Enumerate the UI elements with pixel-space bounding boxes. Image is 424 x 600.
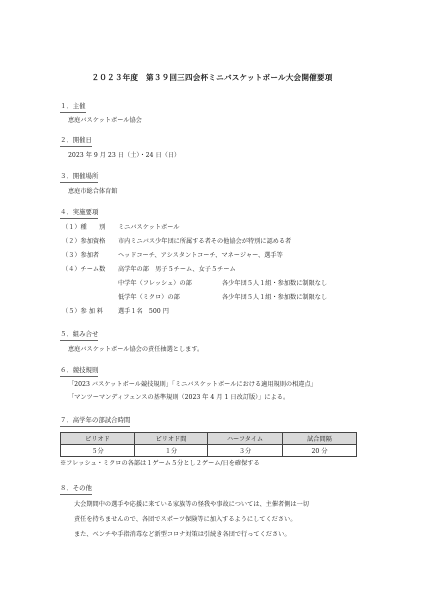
guideline-value: 各少年団５人１組・参加数に制限なし [222, 294, 328, 301]
document-title: ２０２３年度 第３９回三四会杯ミニバスケットボール大会開催要項 [91, 73, 333, 82]
matchups-text: 恵庭バスケットボール協会の責任抽選とします。 [68, 346, 204, 353]
guideline-row-fee [62, 307, 169, 316]
guideline-value: ヘッドコーチ、アシスタントコーチ、マネージャー、選手等 [118, 252, 283, 259]
organizer-text: 恵庭バスケットボール協会 [68, 117, 142, 124]
guideline-row-eligibility [62, 237, 292, 246]
section-heading-matchups: ５．組み合せ [60, 330, 98, 341]
guideline-row-fresh [118, 279, 328, 288]
guideline-label: （５）参 加 料 [62, 308, 104, 315]
rules-line-1: 「2023 バスケットボール競技規則」「ミニバスケットボールにおける適用規則の相違点」 [68, 381, 317, 388]
section-heading-game-time: ７．高学年の部試合時間 [60, 416, 130, 427]
guideline-row-participants [62, 251, 283, 260]
table-cell: ３分 [208, 445, 283, 457]
table-header-cell: 試合間隔 [283, 433, 357, 445]
section-heading-venue: ３．開催場所 [60, 172, 98, 183]
guideline-row-micro [118, 293, 328, 302]
section-heading-guidelines: ４．実施要項 [60, 208, 98, 219]
table-cell: ５分 [61, 445, 135, 457]
guideline-value: 選手１名 500 円 [118, 308, 169, 315]
guideline-label: （３）参加者 [62, 252, 100, 259]
section-heading-organizer: １．主催 [60, 102, 86, 113]
other-line-1: 大会期間中の選手や応援に来ている家族等の怪我や事故については、主催者側は一切 [74, 501, 309, 508]
guideline-label: （４）チーム数 [62, 266, 106, 273]
table-cell: １分 [135, 445, 208, 457]
guideline-value: 市内ミニバス少年団に所属する者その他協会が特別に認める者 [118, 238, 292, 245]
guideline-label: （１）種 別 [62, 224, 106, 231]
rules-line-2: 「マンツーマンディフェンスの基準規則（2023 年 4 月 1 日改訂版）」による。 [68, 394, 290, 401]
table-cell: 20 分 [283, 445, 357, 457]
guideline-value: 高学年の部 男子５チーム、女子５チーム [118, 266, 236, 273]
guideline-label: （２）参加資格 [62, 238, 106, 245]
section-heading-other: ８．その他 [60, 484, 92, 495]
guideline-row-category [62, 223, 180, 232]
other-line-2: 責任を持ちませんので、各団でスポーツ保険等に加入するようにしてください。 [74, 516, 297, 523]
table-header-cell: ピリオド間 [135, 433, 208, 445]
table-header-cell: ピリオド [61, 433, 135, 445]
guideline-value: ミニバスケットボール [118, 224, 180, 231]
guideline-row-team-count [62, 265, 236, 274]
table-header-cell: ハーフタイム [208, 433, 283, 445]
guideline-label: 中学年（フレッシュ）の部 [118, 280, 192, 287]
date-text: 2023 年 9 月 23 日（土）・24 日（日） [68, 152, 181, 159]
guideline-value: 各少年団５人１組・参加数に制限なし [222, 280, 328, 287]
game-time-note: ※フレッシュ・ミクロの各部は１ゲーム５分とし２ゲーム/日を確保する [60, 460, 260, 467]
game-time-table [60, 432, 357, 457]
table-row [61, 445, 357, 457]
guideline-label: 低学年（ミクロ）の部 [118, 294, 180, 301]
other-line-3: また、ベンチや手指消毒など新型コロナ対策は引続き各団で行ってください。 [74, 531, 291, 538]
section-heading-rules: ６．競技規則 [60, 366, 98, 377]
section-heading-date: ２．開催日 [60, 136, 92, 147]
table-header-row [61, 433, 357, 445]
venue-text: 恵庭市総合体育館 [68, 188, 118, 195]
